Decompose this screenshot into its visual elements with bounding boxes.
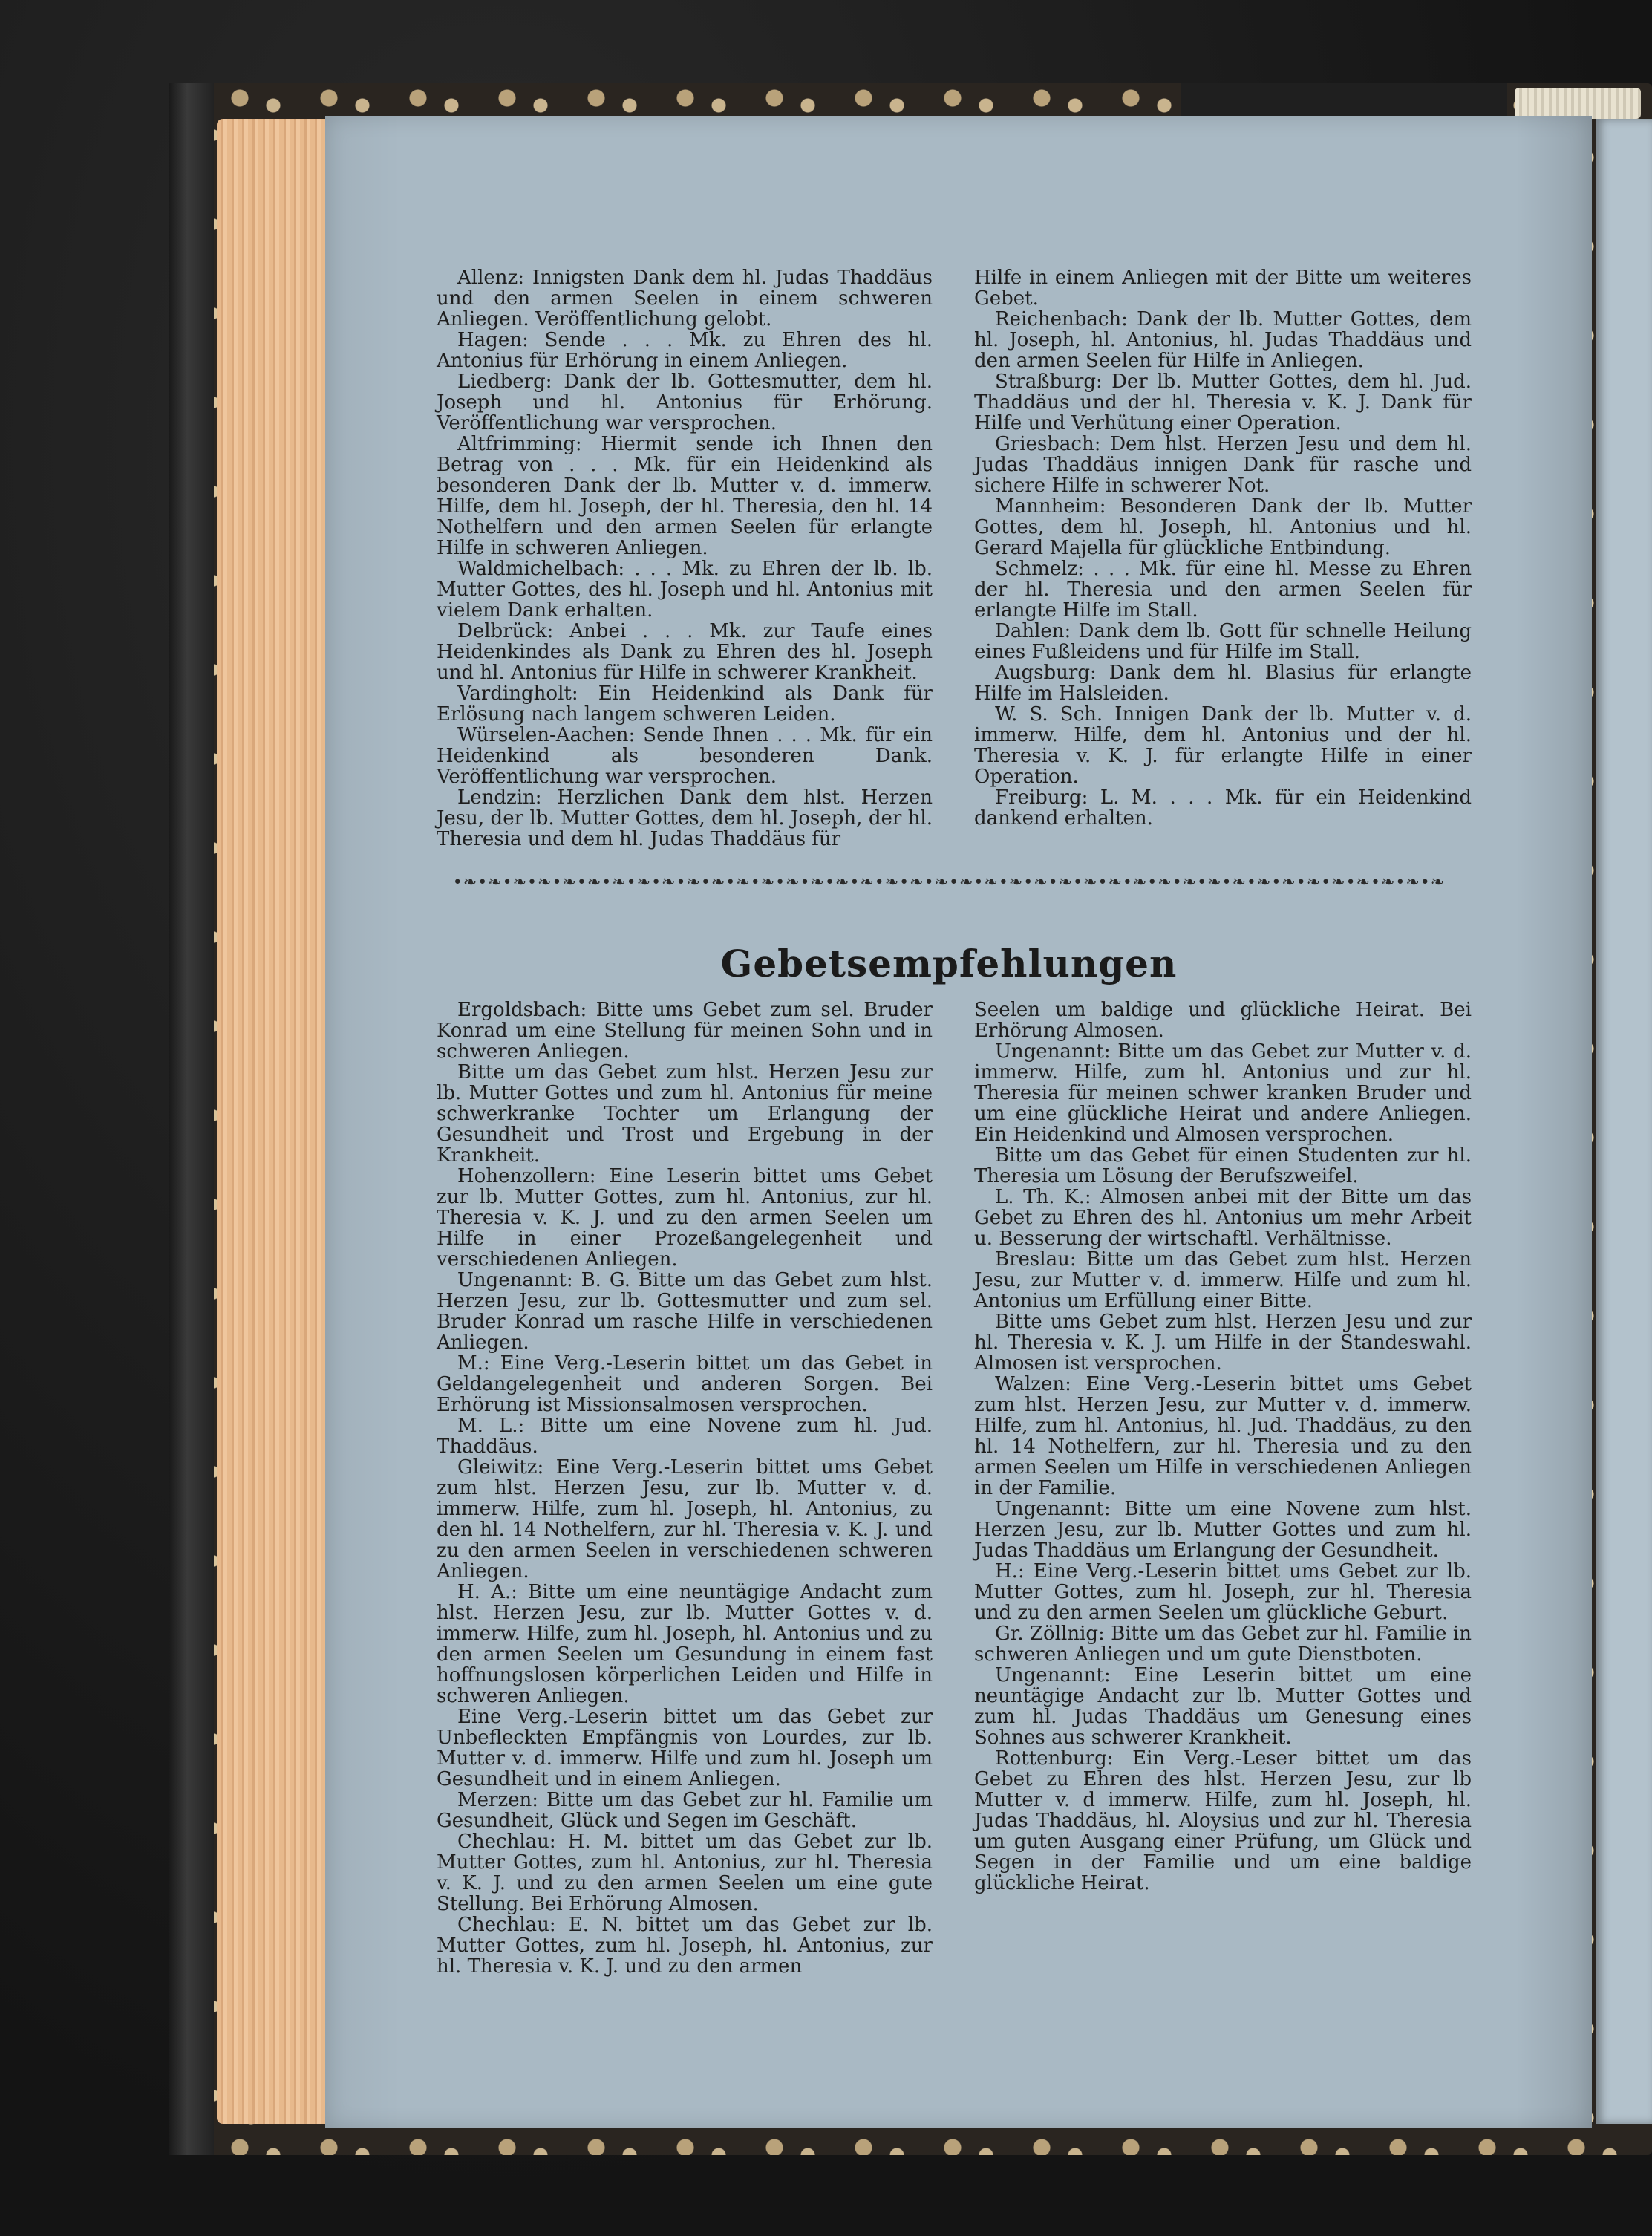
prayer-request-entry: H.: Eine Verg.-Leserin bittet ums Gebet zur lb. Mutter Gottes, zum hl. Joseph, zur hl. Theresia und zu den armen Seelen um glückliche Geburt. [974, 1560, 1472, 1624]
prayer-request-entry: Ungenannt: Eine Leserin bittet um eine neuntägige Andacht zur lb. Mutter Gottes und zum hl. Judas Thaddäus um Genesung eines Sohnes aus schwerer Krankheit. [974, 1664, 1472, 1749]
thanks-column-left [437, 267, 933, 850]
facing-page-edge [1596, 119, 1652, 2124]
cover-top-band [1181, 83, 1507, 119]
thanks-entry: Waldmichelbach: . . . Mk. zu Ehren der lb. lb. Mutter Gottes, des hl. Joseph und hl. Antonius mit vielem Dank erhalten. [437, 558, 933, 622]
prayer-request-entry: L. Th. K.: Almosen anbei mit der Bitte um das Gebet zu Ehren des hl. Antonius um mehr Arbeit u. Besserung der wirtschaftl. Verhältnisse. [974, 1186, 1472, 1250]
prayer-requests-column-left [437, 1000, 933, 1977]
prayer-request-entry: Ergoldsbach: Bitte ums Gebet zum sel. Bruder Konrad um eine Stellung für meinen Sohn und in schweren Anliegen. [437, 999, 933, 1063]
thanks-entry: Griesbach: Dem hlst. Herzen Jesu und dem hl. Judas Thaddäus innigen Dank für rasche und sichere Hilfe in schwerer Not. [974, 433, 1472, 497]
thanks-entry: Augsburg: Dank dem hl. Blasius für erlangte Hilfe im Halsleiden. [974, 662, 1472, 705]
prayer-request-entry: M.: Eine Verg.-Leserin bittet um das Gebet in Geldangelegenheit und anderen Sorgen. Bei Erhörung ist Missionsalmosen versprochen. [437, 1352, 933, 1416]
bookmark-ribbon [1515, 88, 1641, 119]
prayer-request-entry: Merzen: Bitte um das Gebet zur hl. Familie um Gesundheit, Glück und Segen im Geschäft. [437, 1789, 933, 1832]
ornamental-divider: •❧•❧•❧•❧•❧•❧•❧•❧•❧•❧•❧•❧•❧•❧•❧•❧•❧•❧•❧•❧•❧•❧•❧•❧•❧•❧•❧•❧•❧•❧•❧•❧•❧•❧•❧•❧•❧•❧•❧•❧ [452, 873, 1446, 892]
prayer-request-entry: Bitte um das Gebet zum hlst. Herzen Jesu zur lb. Mutter Gottes und zum hl. Antonius für meine schwerkranke Tochter um Erlangung der Gesundheit und Trost und Ergebung in der Krankheit. [437, 1061, 933, 1167]
thanks-entry: Liedberg: Dank der lb. Gottesmutter, dem hl. Joseph und hl. Antonius für Erhörung. Veröffentlichung war versprochen. [437, 371, 933, 434]
thanks-entry: Freiburg: L. M. . . . Mk. für ein Heidenkind dankend erhalten. [974, 786, 1472, 829]
prayer-request-entry: Bitte um das Gebet für einen Studenten zur hl. Theresia um Lösung der Berufszweifel. [974, 1144, 1472, 1187]
thanks-entry: Lendzin: Herzlichen Dank dem hlst. Herzen Jesu, der lb. Mutter Gottes, dem hl. Joseph, der hl. Theresia und dem hl. Judas Thaddäus für [437, 786, 933, 850]
thanks-entry: Hagen: Sende . . . Mk. zu Ehren des hl. Antonius für Erhörung in einem Anliegen. [437, 329, 933, 372]
thanks-entry: Mannheim: Besonderen Dank der lb. Mutter Gottes, dem hl. Joseph, hl. Antonius und hl. Gerard Majella für glückliche Entbindung. [974, 495, 1472, 559]
prayer-request-entry: Chechlau: E. N. bittet um das Gebet zur lb. Mutter Gottes, zum hl. Joseph, hl. Antonius, zur hl. Theresia v. K. J. und zu den armen [437, 1914, 933, 1978]
thanks-entry: Dahlen: Dank dem lb. Gott für schnelle Heilung eines Fußleidens und für Hilfe im Stall. [974, 620, 1472, 663]
prayer-request-entry: Eine Verg.-Leserin bittet um das Gebet zur Unbefleckten Empfängnis von Lourdes, zur lb. Mutter v. d. immerw. Hilfe und zum hl. Joseph um Gesundheit und in einem Anliegen. [437, 1706, 933, 1790]
prayer-request-entry: Gr. Zöllnig: Bitte um das Gebet zur hl. Familie in schweren Anliegen und um gute Dienstboten. [974, 1623, 1472, 1666]
thanks-entry: Würselen-Aachen: Sende Ihnen . . . Mk. für ein Heidenkind als besonderen Dank. Veröffentlichung war versprochen. [437, 724, 933, 788]
thanks-entry: Allenz: Innigsten Dank dem hl. Judas Thaddäus und den armen Seelen in einem schweren Anliegen. Veröffentlichung gelobt. [437, 267, 933, 330]
prayer-request-entry: M. L.: Bitte um eine Novene zum hl. Jud. Thaddäus. [437, 1415, 933, 1458]
prayer-request-entry: Walzen: Eine Verg.-Leserin bittet ums Gebet zum hlst. Herzen Jesu, zur Mutter v. d. immerw. Hilfe, zum hl. Antonius, hl. Jud. Thaddäus, zu den hl. 14 Nothelfern, zur hl. Theresia und zu den armen Seelen um Hilfe in verschiedenen Anliegen in der Familie. [974, 1373, 1472, 1499]
thanks-entry: Vardingholt: Ein Heidenkind als Dank für Erlösung nach langem schweren Leiden. [437, 682, 933, 726]
thanks-column-right [974, 267, 1472, 829]
prayer-request-entry: Chechlau: H. M. bittet um das Gebet zur lb. Mutter Gottes, zum hl. Antonius, zur hl. Theresia v. K. J. und zu den armen Seelen um eine gute Stellung. Bei Erhörung Almosen. [437, 1831, 933, 1915]
thanks-entry: Schmelz: . . . Mk. für eine hl. Messe zu Ehren der hl. Theresia und den armen Seelen für erlangte Hilfe im Stall. [974, 558, 1472, 622]
thanks-entry: Altfrimming: Hiermit sende ich Ihnen den Betrag von . . . Mk. für ein Heidenkind als besonderen Dank der lb. Mutter v. d. immerw. Hilfe, dem hl. Joseph, der hl. Theresia, den hl. 14 Nothelfern und den armen Seelen für erlangte Hilfe in schweren Anliegen. [437, 433, 933, 559]
thanks-entry: W. S. Sch. Innigen Dank der lb. Mutter v. d. immerw. Hilfe, dem hl. Antonius und der hl. Theresia v. K. J. für erlangte Hilfe in einer Operation. [974, 703, 1472, 788]
prayer-request-entry: Ungenannt: B. G. Bitte um das Gebet zum hlst. Herzen Jesu, zur lb. Gottesmutter und zum sel. Bruder Konrad um rasche Hilfe in verschiedenen Anliegen. [437, 1269, 933, 1354]
prayer-request-entry: Ungenannt: Bitte um eine Novene zum hlst. Herzen Jesu, zur lb. Mutter Gottes und zum hl. Judas Thaddäus um Erlangung der Gesundheit. [974, 1498, 1472, 1562]
prayer-request-entry: Breslau: Bitte um das Gebet zum hlst. Herzen Jesu, zur Mutter v. d. immerw. Hilfe und zum hl. Antonius um Erfüllung einer Bitte. [974, 1248, 1472, 1312]
prayer-requests-column-right [974, 1000, 1472, 1894]
prayer-request-entry: Rottenburg: Ein Verg.-Leser bittet um das Gebet zu Ehren des hlst. Herzen Jesu, zur lb Mutter v. d immerw. Hilfe, zum hl. Joseph, hl. Judas Thaddäus, hl. Aloysius und zur hl. Theresia um guten Ausgang einer Prüfung, um Glück und Segen in der Familie und um eine baldige glückliche Heirat. [974, 1747, 1472, 1894]
book-spine-edge [169, 83, 214, 2155]
prayer-request-entry-continued: Seelen um baldige und glückliche Heirat. Bei Erhörung Almosen. [974, 999, 1472, 1042]
section-heading: Gebetsempfehlungen [720, 942, 1178, 985]
thanks-entry-continued: Hilfe in einem Anliegen mit der Bitte um weiteres Gebet. [974, 267, 1472, 310]
prayer-request-entry: Gleiwitz: Eine Verg.-Leserin bittet ums Gebet zum hlst. Herzen Jesu, zur lb. Mutter v. d. immerw. Hilfe, zum hl. Joseph, hl. Antonius, zu den hl. 14 Nothelfern, zur hl. Theresia v. K. J. und zu den armen Seelen in verschiedenen schweren Anliegen. [437, 1456, 933, 1583]
prayer-request-entry: Ungenannt: Bitte um das Gebet zur Mutter v. d. immerw. Hilfe, zum hl. Antonius und zur hl. Theresia für meinen schwer kranken Bruder und um eine glückliche Heirat und andere Anliegen. Ein Heidenkind und Almosen versprochen. [974, 1040, 1472, 1146]
stacked-page-edges [217, 119, 328, 2124]
thanks-entry: Straßburg: Der lb. Mutter Gottes, dem hl. Jud. Thaddäus und der hl. Theresia v. K. J. Dank für Hilfe und Verhütung einer Operation. [974, 371, 1472, 434]
thanks-entry: Delbrück: Anbei . . . Mk. zur Taufe eines Heidenkindes als Dank zu Ehren des hl. Joseph und hl. Antonius für Hilfe in schwerer Krankheit. [437, 620, 933, 684]
prayer-request-entry: H. A.: Bitte um eine neuntägige Andacht zum hlst. Herzen Jesu, zur lb. Mutter Gottes v. d. immerw. Hilfe, zum hl. Joseph, hl. Antonius und zu den armen Seelen um Gesundung in einem fast hoffnungslosen körperlichen Leiden und Hilfe in schweren Anliegen. [437, 1581, 933, 1707]
thanks-entry: Reichenbach: Dank der lb. Mutter Gottes, dem hl. Joseph, hl. Antonius, hl. Judas Thaddäus und den armen Seelen für Hilfe in Anliegen. [974, 308, 1472, 372]
prayer-request-entry: Bitte ums Gebet zum hlst. Herzen Jesu und zur hl. Theresia v. K. J. um Hilfe in der Standeswahl. Almosen ist versprochen. [974, 1311, 1472, 1375]
prayer-request-entry: Hohenzollern: Eine Leserin bittet ums Gebet zur lb. Mutter Gottes, zum hl. Antonius, zur hl. Theresia v. K. J. und zu den armen Seelen um Hilfe in einer Prozeßangelegenheit und verschiedenen Anliegen. [437, 1165, 933, 1271]
